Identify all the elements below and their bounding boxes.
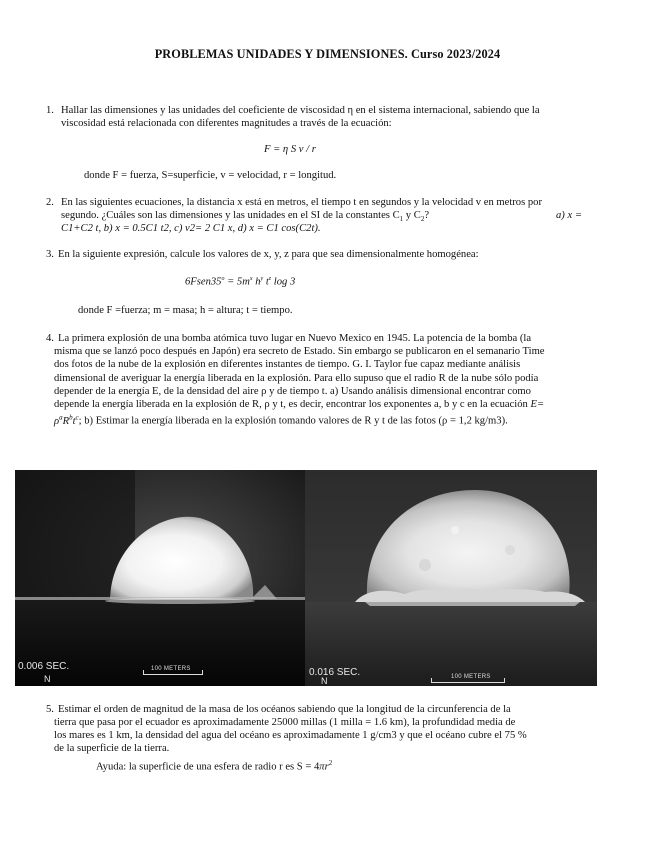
problem-3-sup-y: y — [260, 276, 264, 282]
problem-4-formula-r: R — [62, 415, 70, 427]
problem-3-line-1: En la siguiente expresión, calcule los valores de x, y, z para que sea dimensionalmente homogénea: — [58, 249, 479, 260]
problem-1-number: 1. — [46, 105, 54, 116]
problem-3-eq-mid: = 5m — [224, 276, 250, 288]
problem-3-where: donde F =fuerza; m = masa; h = altura; t = tiempo. — [78, 305, 293, 316]
problem-1-where: donde F = fuerza, S=superficie, v = velocidad, r = longitud. — [84, 170, 337, 181]
problem-2-line-2-text-a: segundo. ¿Cuáles son las dimensiones y las unidades en el SI de la constantes C — [61, 210, 400, 221]
explosion-photo-early — [15, 470, 305, 686]
explosion-photo-late-image — [305, 470, 597, 686]
problem-4-line-3: dos fotos de la nube de la explosión en diferentes instantes de tiempo. G. I. Taylor fue capaz mediante análisis — [54, 359, 521, 370]
problem-3-eq-h: h — [252, 276, 261, 288]
problem-4-line-5: depender de la energía E, de la densidad del aire ρ y de tiempo t. a) Usando análisis dimensional encontrar como — [54, 386, 531, 397]
photo-2-scale-tick-left — [431, 678, 432, 682]
problem-3-sup-z: z — [268, 276, 272, 282]
photo-1-scale-tick-left — [143, 670, 144, 674]
problem-4-line-2: misma que se lanzó poco después en Japón) era secreto de Estado. Sin embargo se publicaron en el semanario Time — [54, 346, 545, 357]
problem-2-sub-1: 1 — [399, 215, 404, 224]
explosion-photo-late — [305, 470, 597, 686]
problem-2-sub-2: 2 — [420, 215, 425, 224]
problem-4-line-6-text: depende la energía liberada en la explosión de R, ρ y t, es decir, encontrar los exponentes a, b y c en la ecuación — [54, 399, 528, 410]
problem-4-formula-exp-b: b — [69, 413, 73, 421]
photo-1-scale-label: 100 METERS — [151, 666, 191, 672]
problem-4-formula — [54, 413, 79, 427]
problem-2-equations: C1+C2 t, b) x = 0.5C1 t2, c) v2= 2 C1 x, d) x = C1 cos(C2t). — [61, 223, 321, 234]
problem-4-line-1: La primera explosión de una bomba atómica tuvo lugar en Nuevo Mexico en 1945. La potencia de la bomba (la — [58, 333, 532, 344]
problem-3-sup-x: x — [249, 276, 253, 282]
problem-4-line-7-text: ; b) Estimar la energía liberada en la explosión tomando valores de R y t de las fotos (ρ = 1,2 kg/m3). — [78, 415, 508, 427]
problem-3-eq-degree: o — [221, 276, 225, 282]
problem-2-line-2-text-c: ? — [424, 210, 430, 221]
problem-1-equation: F = η S v / r — [264, 144, 316, 155]
problem-3-eq-left: 6Fsen35 — [185, 276, 222, 288]
problem-5-line-2: tierra que pasa por el ecuador es aproximadamente 25000 millas (1 milla = 1.6 km), la profundidad media de — [54, 717, 516, 728]
photo-1-scale-tick-right — [202, 670, 203, 674]
problem-5-line-4: de la superficie de la tierra. — [54, 743, 170, 754]
problem-5-hint-text: Ayuda: la superficie de una esfera de radio r es S = 4 — [96, 761, 320, 773]
problem-2-line-2-text-b: y C — [403, 210, 421, 221]
problem-4-number: 4. — [46, 333, 54, 344]
problem-3-number: 3. — [46, 249, 54, 260]
problem-5-hint — [96, 757, 332, 774]
photo-1-scale-bar — [143, 674, 203, 675]
problem-5-number: 5. — [46, 704, 54, 715]
photo-1-time-label: 0.006 SEC. — [18, 661, 70, 672]
problem-1-line-2: viscosidad está relacionada con diferentes magnitudes a través de la ecuación: — [61, 118, 392, 129]
problem-4-line-4: dimensional de averiguar la energía liberada en la explosión. Para ello supuso que el radio R de la nube sólo podía — [54, 373, 539, 384]
photo-2-north-label: N — [321, 676, 328, 686]
problem-5-line-1: Estimar el orden de magnitud de la masa de los océanos sabiendo que la longitud de la circunferencia de la — [58, 704, 511, 715]
problem-2-part-a-label — [556, 209, 582, 223]
problem-5-hint-exponent: 2 — [328, 759, 333, 767]
problem-4-line-6 — [54, 398, 544, 412]
explosion-photo-early-image — [15, 470, 305, 686]
page-title: PROBLEMAS UNIDADES Y DIMENSIONES. Curso 2023/2024 — [154, 47, 501, 61]
problem-4-formula-t: t — [72, 415, 76, 427]
photo-1-north-label: N — [44, 674, 51, 684]
problem-2-part-a-text: a) x = — [556, 210, 582, 221]
problem-2-number: 2. — [46, 197, 54, 208]
problem-1-line-1: Hallar las dimensiones y las unidades del coeficiente de viscosidad η en el sistema internacional, sabiendo que la — [61, 105, 540, 116]
problem-4-formula-exp-c: c — [75, 413, 79, 421]
photo-2-scale-bar — [431, 682, 505, 683]
photo-2-scale-label: 100 METERS — [451, 674, 491, 680]
problem-4-formula-rho: ρ — [54, 415, 60, 427]
problem-4-line-7 — [54, 411, 508, 428]
problem-3-equation — [185, 276, 295, 288]
problem-5-hint-pi: πr — [319, 761, 329, 773]
problem-3-eq-log: log 3 — [271, 276, 296, 288]
photo-2-scale-tick-right — [504, 678, 505, 682]
problem-4-formula-exp-a: a — [59, 413, 63, 421]
problem-4-eq-inline: E= — [530, 399, 545, 410]
problem-5-line-3: los mares es 1 km, la densidad del agua del océano es aproximadamente 1 g/cm3 y que el océano cubre el 75 % — [54, 730, 527, 741]
problem-2-line-1: En las siguientes ecuaciones, la distancia x está en metros, el tiempo t en segundos y la velocidad v en metros por — [61, 197, 542, 208]
problem-3-eq-t: t — [263, 276, 269, 288]
photo-2-time-label: 0.016 SEC. — [309, 667, 361, 678]
